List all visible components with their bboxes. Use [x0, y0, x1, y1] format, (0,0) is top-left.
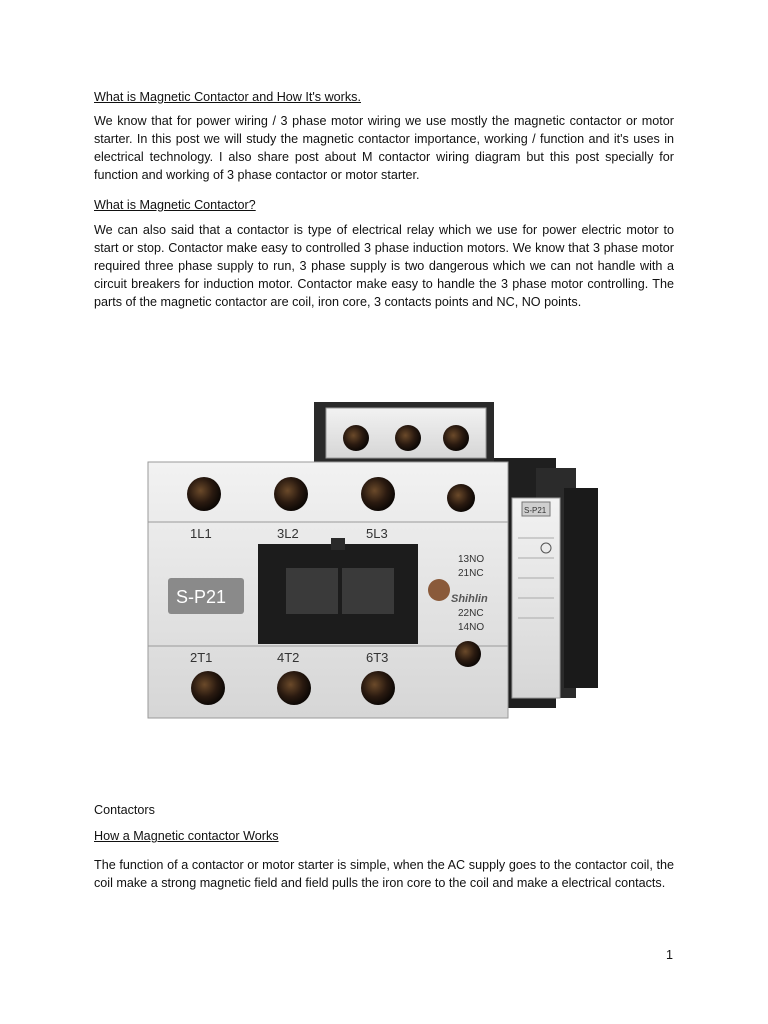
aux-contact-22nc: 22NC: [458, 608, 484, 619]
paragraph-definition: We can also said that a contactor is type of electrical relay which we use for power electric motor to start or stop. Contactor make easy to controlled 3 phase induction motors. We know that 3 phase motor required three phase supply to run, 3 phase supply is two dangerous which we can not handle with a circuit breakers for induction motor. Contactor make easy to handle the 3 phase motor controlling. The parts of the magnetic contactor are coil, iron core, 3 contacts points and NC, NO points.: [94, 223, 674, 309]
top-screw-2: [395, 425, 421, 451]
model-label: S-P21: [176, 587, 227, 607]
page-number: 1: [666, 948, 674, 962]
terminal-screw-4t2: [277, 671, 311, 705]
terminal-label-3l2: 3L2: [277, 526, 299, 541]
aux-contact-21nc: 21NC: [458, 568, 484, 579]
heading-what-is-contactor-how-works: What is Magnetic Contactor and How It's works.: [94, 90, 361, 104]
brand-label: Shihlin: [451, 593, 488, 605]
terminal-label-2t1: 2T1: [190, 650, 213, 665]
aux-contact-14no: 14NO: [458, 622, 485, 633]
terminal-screw-aux-bottom: [455, 641, 481, 667]
terminal-label-6t3: 6T3: [366, 650, 389, 665]
terminal-screw-2t1: [191, 671, 225, 705]
armature-top-tab: [331, 538, 345, 550]
armature-left: [286, 568, 338, 614]
terminal-screw-3l2: [274, 477, 308, 511]
paragraph-intro: We know that for power wiring / 3 phase motor wiring we use mostly the magnetic contactor or motor starter. In this post we will study the magnetic contactor importance, working / function and it's uses in electrical technology. I also share post about M contactor wiring diagram but this post specially for function and working of 3 phase contactor or motor starter.: [94, 114, 674, 182]
top-screw-3: [443, 425, 469, 451]
heading-how-contactor-works: How a Magnetic contactor Works: [94, 829, 279, 843]
armature-right: [342, 568, 394, 614]
paragraph-function: The function of a contactor or motor starter is simple, when the AC supply goes to the contactor coil, the coil make a strong magnetic field and field pulls the iron core to the coil and make a electrical contacts.: [94, 858, 674, 890]
terminal-screw-5l3: [361, 477, 395, 511]
mounting-rail-clip: [564, 488, 598, 688]
aux-contact-13no: 13NO: [458, 554, 485, 565]
contactor-illustration: [146, 398, 622, 740]
brand-logo-icon: [428, 579, 450, 601]
terminal-screw-1l1: [187, 477, 221, 511]
terminal-label-4t2: 4T2: [277, 650, 300, 665]
terminal-screw-aux-top: [447, 484, 475, 512]
top-screw-1: [343, 425, 369, 451]
terminal-screw-6t3: [361, 671, 395, 705]
contactor-image: [146, 398, 622, 740]
figure-caption: Contactors: [94, 803, 155, 817]
heading-what-is-magnetic-contactor: What is Magnetic Contactor?: [94, 198, 256, 212]
aux-model-label: S-P21: [524, 506, 547, 515]
terminal-label-1l1: 1L1: [190, 526, 212, 541]
terminal-label-5l3: 5L3: [366, 526, 388, 541]
